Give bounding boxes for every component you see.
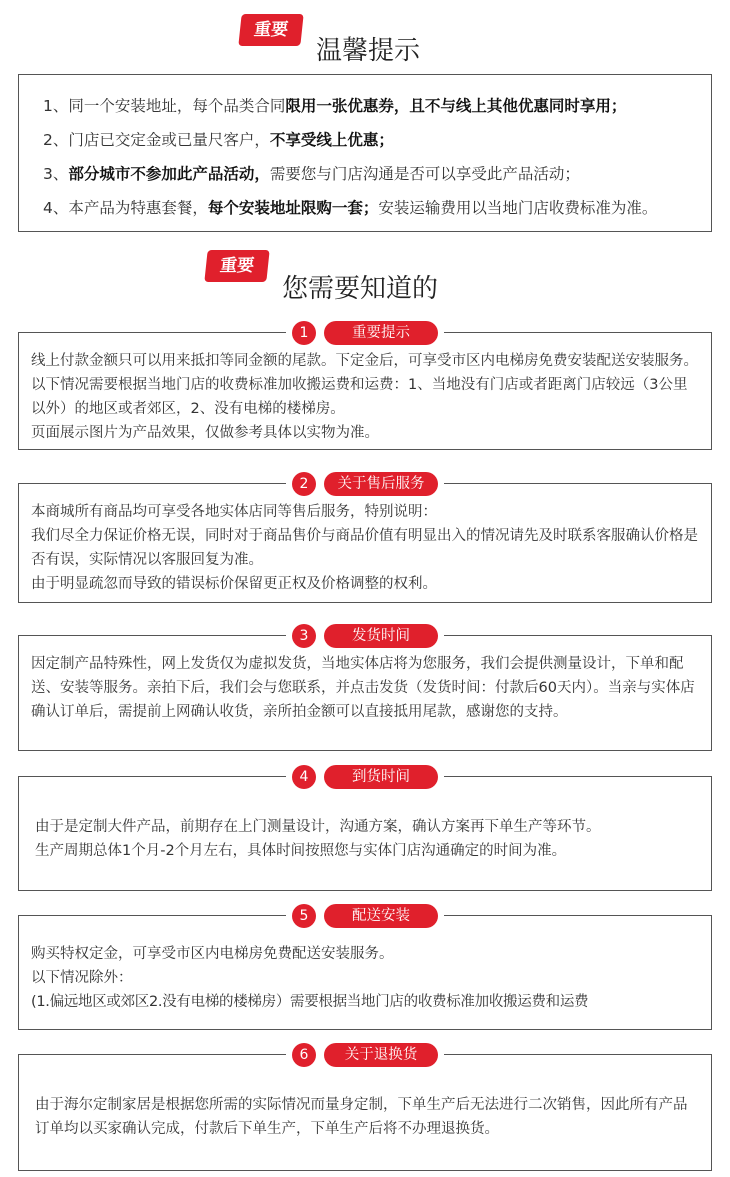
- section-line: 本商城所有商品均可享受各地实体店同等售后服务，特别说明：: [31, 504, 437, 520]
- section-shipping-time: [18, 628, 712, 751]
- section-line: 我们尽全力保证价格无误，同时对于商品售价与商品价值有明显出入的情况请先及时联系客服确认价格是否有误，实际情况以客服回复为准。: [31, 528, 698, 568]
- tip-item: 2、门店已交定金或已量尺客户，不享受线上优惠；: [43, 131, 394, 149]
- tip-item: 3、部分城市不参加此产品活动，需要您与门店沟通是否可以享受此产品活动；: [43, 165, 580, 183]
- section-line: 由于是定制大件产品，前期存在上门测量设计，沟通方案，确认方案再下单生产等环节。: [35, 819, 601, 835]
- section-after-sales: [18, 476, 712, 603]
- warm-tips-title: 温馨提示: [316, 36, 421, 66]
- section-line: 线上付款金额只可以用来抵扣等同金额的尾款。下定金后，可享受市区内电梯房免费安装配送安装服务。以下情况需要根据当地门店的收费标准加收搬运费和运费：1、当地没有门店或者距离门店较远（3公里以外）的地区或者郊区，2、没有电梯的楼梯房。: [31, 353, 698, 417]
- section-line: 以下情况除外：: [31, 970, 133, 986]
- important-tag-2: 重要: [204, 250, 269, 282]
- section-badge: [286, 1043, 444, 1067]
- section-delivery-install: [18, 908, 712, 1030]
- section-badge: [286, 904, 444, 928]
- section-number: 4: [292, 765, 316, 789]
- section-title: 配送安装: [324, 904, 438, 928]
- section-badge: [286, 624, 444, 648]
- section-line: 生产周期总体1个月-2个月左右，具体时间按照您与实体门店沟通确定的时间为准。: [35, 843, 567, 859]
- section-line: (1.偏远地区或郊区2.没有电梯的楼梯房）需要根据当地门店的收费标准加收搬运费和运费: [31, 994, 589, 1010]
- section-title: 重要提示: [324, 321, 438, 345]
- section-badge: [286, 765, 444, 789]
- section-title: 到货时间: [324, 765, 438, 789]
- section-title: 关于售后服务: [324, 472, 438, 496]
- section-arrival-time: [18, 769, 712, 891]
- warm-tips-box: [18, 74, 712, 232]
- section-line: 由于明显疏忽而导致的错误标价保留更正权及价格调整的权利。: [31, 576, 437, 592]
- section-number: 1: [292, 321, 316, 345]
- tip-item: 4、本产品为特惠套餐，每个安装地址限购一套；安装运输费用以当地门店收费标准为准。: [43, 199, 658, 217]
- section-badge: [286, 472, 444, 496]
- section-line: 购买特权定金，可享受市区内电梯房免费配送安装服务。: [31, 946, 394, 962]
- section-line: 由于海尔定制家居是根据您所需的实际情况而量身定制，下单生产后无法进行二次销售，因此所有产品订单均以买家确认完成，付款后下单生产，下单生产后将不办理退换货。: [35, 1097, 688, 1137]
- section-badge: [286, 321, 444, 345]
- section-number: 6: [292, 1043, 316, 1067]
- tip-item: 1、同一个安装地址，每个品类合同限用一张优惠券，且不与线上其他优惠同时享用；: [43, 97, 627, 115]
- section-number: 2: [292, 472, 316, 496]
- section-title: 发货时间: [324, 624, 438, 648]
- section-line: 因定制产品特殊性，网上发货仅为虚拟发货，当地实体店将为您服务，我们会提供测量设计，下单和配送、安装等服务。亲拍下后，我们会与您联系，并点击发货（发货时间：付款后60天内）。当亲与实体店确认订单后，需提前上网确认收货，亲所拍金额可以直接抵用尾款，感谢您的支持。: [31, 656, 695, 720]
- section-line: 页面展示图片为产品效果，仅做参考具体以实物为准。: [31, 425, 379, 441]
- section-number: 5: [292, 904, 316, 928]
- section-number: 3: [292, 624, 316, 648]
- section-important-notice: [18, 325, 712, 450]
- section-returns: [18, 1047, 712, 1171]
- section-title: 关于退换货: [324, 1043, 438, 1067]
- need-to-know-title: 您需要知道的: [282, 274, 439, 304]
- important-tag: 重要: [238, 14, 303, 46]
